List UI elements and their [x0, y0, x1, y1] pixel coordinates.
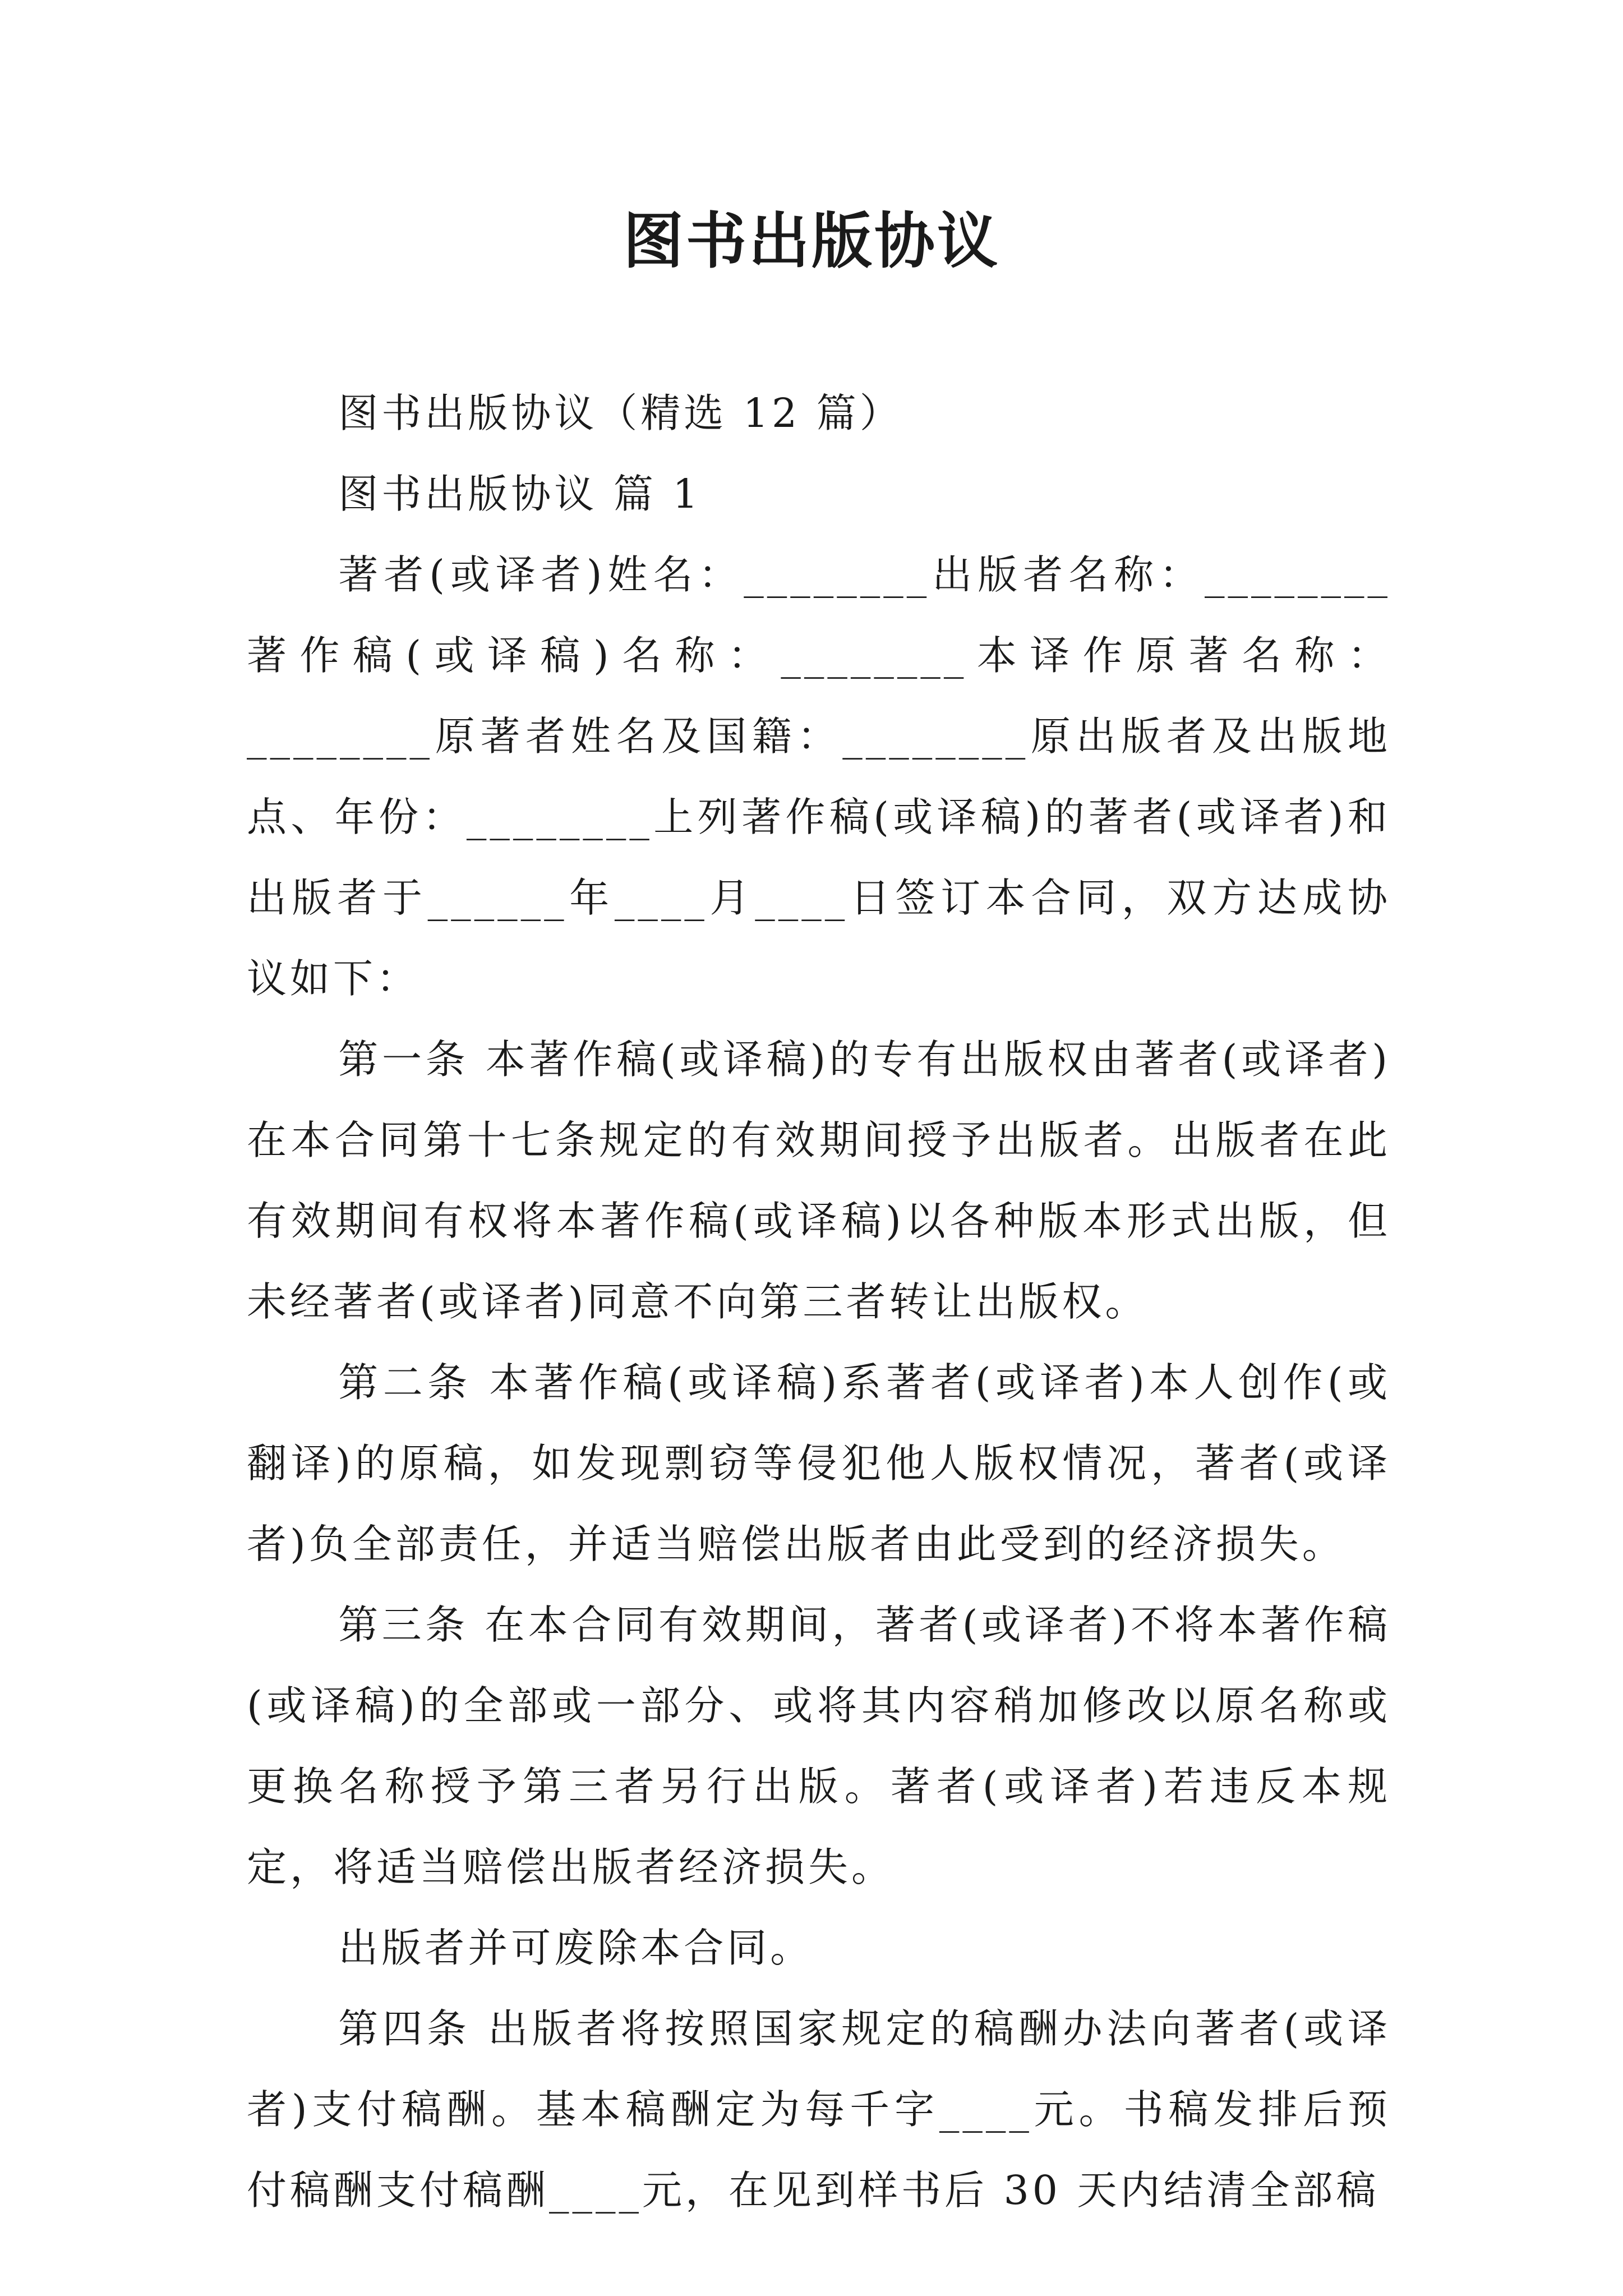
document-title: 图书出版协议 [623, 206, 1000, 277]
paragraph-article-1: 第一条 本著作稿(或译稿)的专有出版权由著者(或译者)在本合同第十七条规定的有效期间授予出版者。出版者在此有效期间有权将本著作稿(或译稿)以各种版本形式出版，但未经著者(或译者)同意不向第三者转让出版权。 [247, 1036, 1391, 1325]
document-subtitle: 图书出版协议（精选 12 篇） [338, 390, 903, 436]
paragraph-parties: 著者(或译者)姓名：________出版者名称：________著作稿(或译稿)名称：________本译作原著名称：________原著者姓名及国籍：________原出版者及出版地点、年份：________上列著作稿(或译稿)的著者(或译者)和出版者于______年____月____日签订本合同，双方达成协议如下： [247, 551, 1391, 1002]
paragraph-article-4: 第四条 出版者将按照国家规定的稿酬办法向著者(或译者)支付稿酬。基本稿酬定为每千字____元。书稿发排后预付稿酬支付稿酬____元，在见到样书后 30 天内结清全部稿 [247, 2005, 1391, 2214]
paragraph-article-2: 第二条 本著作稿(或译稿)系著者(或译者)本人创作(或翻译)的原稿，如发现剽窃等侵犯他人版权情况，著者(或译者)负全部责任，并适当赔偿出版者由此受到的经济损失。 [247, 1359, 1391, 1567]
paragraph-termination: 出版者并可废除本合同。 [338, 1925, 814, 1971]
section-heading: 图书出版协议 篇 1 [338, 471, 702, 517]
document-body [247, 373, 1391, 2231]
paragraph-article-3: 第三条 在本合同有效期间，著者(或译者)不将本著作稿(或译稿)的全部或一部分、或将其内容稍加修改以原名称或更换名称授予第三者另行出版。著者(或译者)若违反本规定，将适当赔偿出版者经济损失。 [247, 1602, 1391, 1890]
